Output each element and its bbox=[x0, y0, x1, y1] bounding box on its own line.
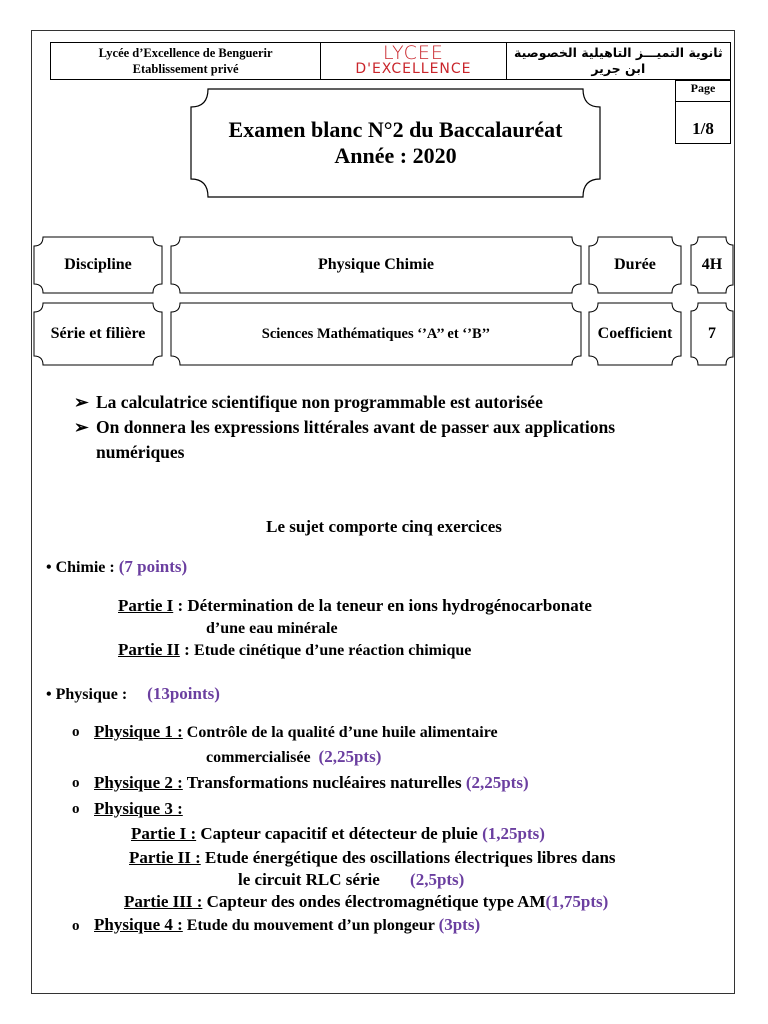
part-text: Capteur des ondes électromagnétique type AM bbox=[202, 892, 546, 911]
coef-label-box bbox=[588, 302, 682, 366]
school-name-ar-line1: ثانوية التميـــز التاهيلية الخصوصية bbox=[514, 45, 723, 60]
chimie-part-1-cont: d’une eau minérale bbox=[206, 620, 338, 637]
exercise-text: Contrôle de la qualité d’une huile alimentaire bbox=[182, 724, 498, 741]
exercise-label: Physique 4 : bbox=[94, 915, 183, 934]
part-text: Capteur capacitif et détecteur de pluie bbox=[196, 824, 483, 843]
physique-3-part-2 bbox=[129, 848, 616, 868]
discipline-value: Physique Chimie bbox=[317, 256, 434, 273]
note-item-cont bbox=[96, 440, 184, 465]
exercise-label: Physique 3 : bbox=[94, 799, 183, 818]
logo-line2: D'EXCELLENCE bbox=[355, 61, 472, 77]
coef-label: Coefficient bbox=[597, 325, 673, 342]
part-separator: : bbox=[173, 596, 188, 615]
physique-1 bbox=[94, 722, 498, 742]
exercise-label: Physique 2 : bbox=[94, 773, 183, 792]
school-name-fr-line1: Lycée d’Excellence de Benguerir bbox=[98, 46, 273, 60]
coef-value: 7 bbox=[708, 325, 716, 342]
serie-label: Série et filière bbox=[50, 325, 146, 342]
physique-3-part-3 bbox=[124, 892, 608, 912]
physique-4 bbox=[94, 915, 480, 935]
physique-3-part-1 bbox=[131, 824, 545, 844]
physique-label: • Physique : bbox=[46, 686, 128, 703]
circle-bullet-icon: o bbox=[72, 775, 80, 791]
physique-3 bbox=[94, 799, 183, 819]
discipline-label-box bbox=[33, 236, 163, 294]
part-points: (1,25pts) bbox=[482, 824, 545, 843]
subject-intro: Le sujet comporte cinq exercices bbox=[266, 517, 502, 536]
circle-bullet-icon: o bbox=[72, 918, 80, 934]
note-text: On donnera les expressions littérales avant de passer aux applications bbox=[96, 417, 616, 437]
title-line1: Examen blanc N°2 du Baccalauréat bbox=[228, 117, 563, 142]
serie-label-box bbox=[33, 302, 163, 366]
header-table bbox=[50, 42, 731, 80]
school-name-ar-line2: ابن جرير bbox=[591, 61, 646, 76]
chimie-part-1 bbox=[118, 596, 592, 616]
duree-label: Durée bbox=[614, 256, 656, 273]
part-label: Partie I bbox=[118, 596, 174, 615]
note-text: La calculatrice scientifique non programmable est autorisée bbox=[96, 392, 543, 412]
page-box-divider bbox=[676, 101, 730, 102]
logo-line1: LYCEE bbox=[382, 42, 444, 64]
coef-value-box bbox=[690, 302, 734, 366]
part-points: (2,5pts) bbox=[410, 870, 465, 889]
part-label: Partie II bbox=[118, 640, 180, 659]
note-text: numériques bbox=[96, 442, 185, 462]
duree-label-box bbox=[588, 236, 682, 294]
page-number-box bbox=[675, 80, 731, 144]
part-text: Détermination de la teneur en ions hydrogénocarbonate bbox=[187, 596, 592, 615]
circle-bullet-icon: o bbox=[72, 724, 80, 740]
arrow-bullet-icon: ➢ bbox=[74, 392, 89, 412]
serie-value-box bbox=[170, 302, 582, 366]
title-line2: Année : 2020 bbox=[334, 143, 457, 168]
part-points: (1,75pts) bbox=[545, 892, 609, 911]
school-name-ar bbox=[507, 43, 730, 79]
physique-heading bbox=[46, 684, 220, 704]
chimie-label: • Chimie : bbox=[46, 559, 115, 576]
physique-points: (13points) bbox=[147, 684, 220, 703]
exercise-text: Transformations nucléaires naturelles bbox=[182, 773, 466, 792]
chimie-heading bbox=[46, 557, 187, 577]
school-name-fr-line2: Etablissement privé bbox=[132, 62, 239, 76]
school-name-fr bbox=[51, 43, 321, 79]
part-label: Partie I : bbox=[131, 824, 197, 843]
circle-bullet-icon: o bbox=[72, 801, 80, 817]
chimie-part-2 bbox=[118, 640, 471, 660]
discipline-label: Discipline bbox=[64, 256, 132, 273]
part-separator: : bbox=[179, 640, 195, 659]
part-label: Partie III : bbox=[124, 892, 203, 911]
exercise-points: (2,25pts) bbox=[465, 773, 529, 792]
chimie-points: (7 points) bbox=[118, 557, 188, 576]
exercise-text-cont: commercialisée bbox=[206, 749, 311, 766]
note-item bbox=[74, 390, 543, 415]
part-text-cont: le circuit RLC série bbox=[238, 870, 380, 889]
physique-3-part-2-cont bbox=[238, 870, 464, 890]
part-text: Etude énergétique des oscillations électriques libres dans bbox=[200, 848, 616, 867]
exercise-label: Physique 1 : bbox=[94, 722, 183, 741]
part-text: Etude cinétique d’une réaction chimique bbox=[194, 642, 472, 659]
exercise-text: Etude du mouvement d’un plongeur bbox=[182, 917, 439, 934]
exercise-points: (3pts) bbox=[438, 915, 481, 934]
part-label: Partie II : bbox=[129, 848, 201, 867]
exam-title bbox=[190, 88, 601, 198]
page-number: 1/8 bbox=[692, 119, 714, 138]
page-label: Page bbox=[690, 81, 716, 95]
note-item bbox=[74, 415, 615, 440]
arrow-bullet-icon: ➢ bbox=[74, 417, 89, 437]
physique-1-cont bbox=[206, 747, 381, 767]
school-logo bbox=[321, 43, 506, 79]
duree-value-box bbox=[690, 236, 734, 294]
duree-value: 4H bbox=[701, 256, 723, 273]
serie-value: Sciences Mathématiques ‘’A’’ et ‘’B’’ bbox=[261, 325, 491, 342]
discipline-value-box bbox=[170, 236, 582, 294]
physique-2 bbox=[94, 773, 529, 793]
exercise-points: (2,25pts) bbox=[318, 747, 382, 766]
